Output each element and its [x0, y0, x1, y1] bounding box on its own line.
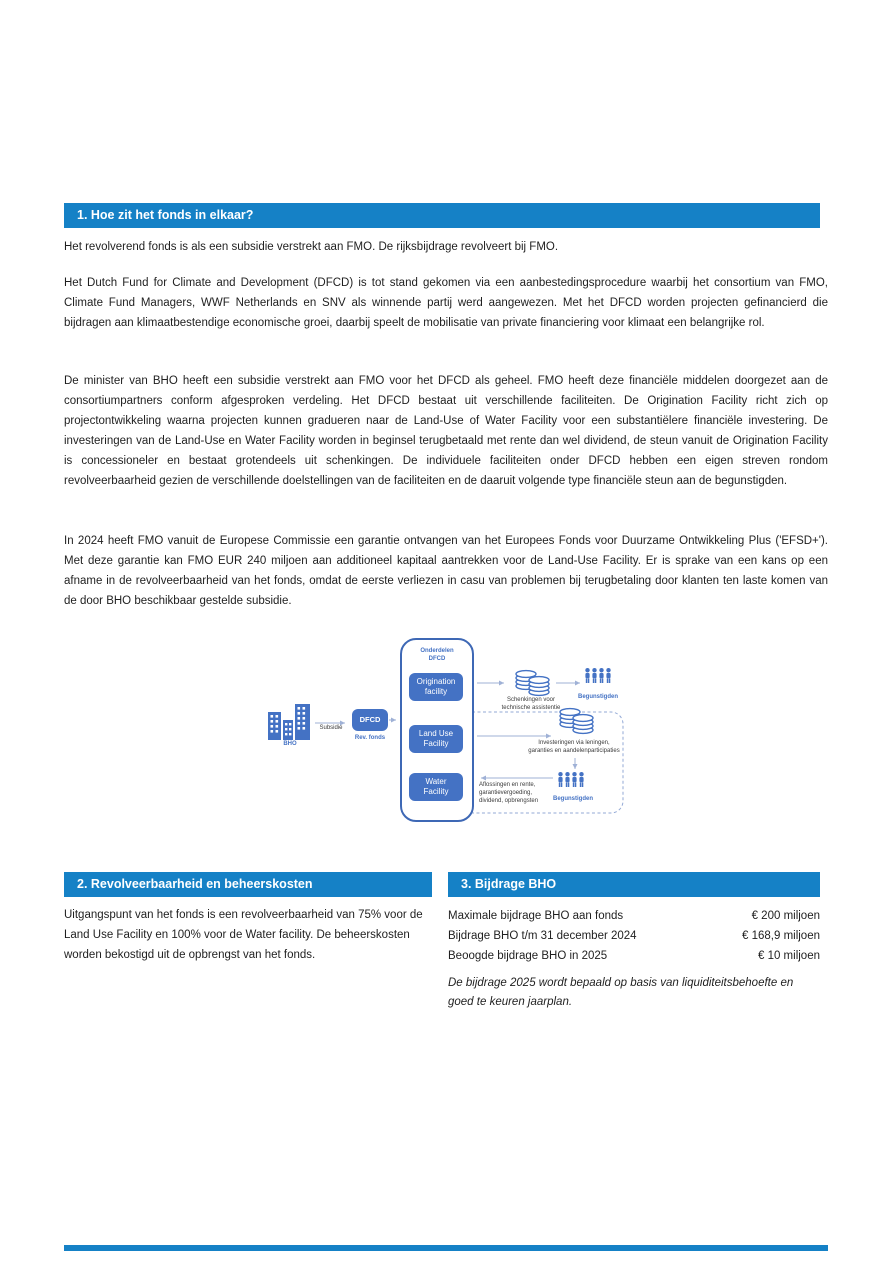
aflossingen-label-line3: dividend, opbrengsten — [479, 798, 539, 804]
section3-header-bar — [448, 872, 820, 897]
paragraph-2: Het Dutch Fund for Climate and Development (DFCD) is tot stand gekomen via een aanbestedingsprocedure waarbij het consortium van FMO, Climate Fund Managers, WWF Netherlands en SNV als winnende partij werd aangewezen. Met het DFCD worden projecten gefinancierd die bijdragen aan klimaatbestendige economische groei, daarbij speelt de mobilisatie van private financiering voor klimaat een belangrijke rol. — [64, 277, 828, 329]
table-row — [448, 946, 820, 966]
begunstigden-bottom-label: Begunstigden — [553, 796, 593, 802]
bijdrage-note: De bijdrage 2025 wordt bepaald op basis van liquiditeitsbehoefte en goed te keuren jaarplan. — [448, 977, 794, 1008]
begunstigden-top-label: Begunstigden — [578, 694, 618, 700]
section3-title: 3. Bijdrage BHO — [461, 877, 557, 891]
water-facility-line1: Water — [425, 777, 447, 786]
coins-icon-top — [516, 671, 549, 696]
fund-structure-diagram — [255, 630, 635, 830]
row-label: Beoogde bijdrage BHO in 2025 — [448, 950, 608, 962]
row-label: Maximale bijdrage BHO aan fonds — [448, 910, 624, 922]
land-use-facility-line1: Land Use — [418, 729, 454, 738]
onderdelen-label-line1: Onderdelen — [420, 648, 454, 654]
section1-title: 1. Hoe zit het fonds in elkaar? — [77, 208, 254, 222]
people-icon-bottom — [558, 772, 583, 787]
origination-facility-line2: facility — [424, 687, 448, 696]
section2-title: 2. Revolveerbaarheid en beheerskosten — [77, 877, 313, 891]
land-use-facility-line2: Facility — [423, 739, 449, 748]
section2-text: Uitgangspunt van het fonds is een revolveerbaarheid van 75% voor de Land Use Facility en 100% voor de Water facility. De beheerskosten worden bekostigd uit de opbrengst van het fonds. — [64, 909, 423, 961]
water-facility-line2: Facility — [423, 787, 449, 796]
row-value: € 200 miljoen — [751, 910, 820, 922]
aflossingen-label-line1: Aflossingen en rente, — [479, 782, 536, 788]
buildings-icon — [268, 704, 310, 740]
onderdelen-label-line2: DFCD — [428, 656, 446, 662]
table-row — [448, 906, 820, 926]
bijdrage-table — [448, 906, 820, 966]
paragraph-1: Het revolverend fonds is als een subsidie verstrekt aan FMO. De rijksbijdrage revolveert bij FMO. — [64, 241, 559, 253]
footer-bar — [64, 1245, 828, 1251]
water-facility-box — [409, 773, 463, 801]
people-icon-top — [585, 668, 610, 683]
dfcd-box: DFCD — [352, 709, 388, 731]
origination-facility-line1: Origination — [416, 677, 456, 686]
section1-header-bar — [64, 203, 820, 228]
land-use-facility-box — [409, 725, 463, 753]
rev-fonds-label: Rev. fonds — [354, 735, 386, 741]
aflossingen-label-line2: garantievergoeding, — [479, 790, 533, 796]
origination-facility-box — [409, 673, 463, 701]
schenkingen-label-line1: Schenkingen voor — [506, 697, 556, 703]
bho-label: BHO — [283, 741, 297, 747]
paragraph-3: De minister van BHO heeft een subsidie verstrekt aan FMO voor het DFCD als geheel. FMO heeft deze financiële middelen doorgezet aan de consortiumpartners conform afgesproken verdeling. Het DFCD bestaat uit verschillende faciliteiten. De Origination Facility richt zich op projectontwikkeling waarna projecten kunnen gradueren naar de Land-Use of Water Facility voor een substantiëlere financiële investering. De investeringen van de Land-Use en Water Facility worden in beginsel terugbetaald met rente dan wel dividend, de steun vanuit de Origination Facility is concessioneler en bestaat grotendeels uit schenkingen. De individuele faciliteiten onder DFCD hebben een eigen streven rondom revolveerbaarheid gezien de verschillende doelstellingen van de faciliteiten en de daaruit volgende type financiële steun aan de begunstigden. — [64, 375, 828, 487]
paragraph-4: In 2024 heeft FMO vanuit de Europese Commissie een garantie ontvangen van het Europees Fonds voor Duurzame Ontwikkeling Plus ('EFSD+'). Met deze garantie kan FMO EUR 240 miljoen aan additioneel kapitaal aantrekken voor de Land-Use Facility. Er is sprake van een kans op een afname in de revolveerbaarheid van het fonds, omdat de eerste verliezen in casu van problemen bij terugbetaling door klanten ten laste komen van de door BHO beschikbaar gestelde subsidie. — [64, 535, 828, 607]
investeringen-label-line1: Investeringen via leningen, — [538, 740, 610, 746]
section2-header-bar — [64, 872, 432, 897]
row-label: Bijdrage BHO t/m 31 december 2024 — [448, 930, 637, 942]
investeringen-label-line2: garanties en aandelenparticipaties — [528, 748, 620, 754]
schenkingen-label-line2: technische assistentie — [501, 705, 561, 711]
subsidie-label: Subsidie — [319, 725, 343, 731]
row-value: € 168,9 miljoen — [742, 930, 820, 942]
table-row — [448, 926, 820, 946]
row-value: € 10 miljoen — [757, 950, 820, 962]
